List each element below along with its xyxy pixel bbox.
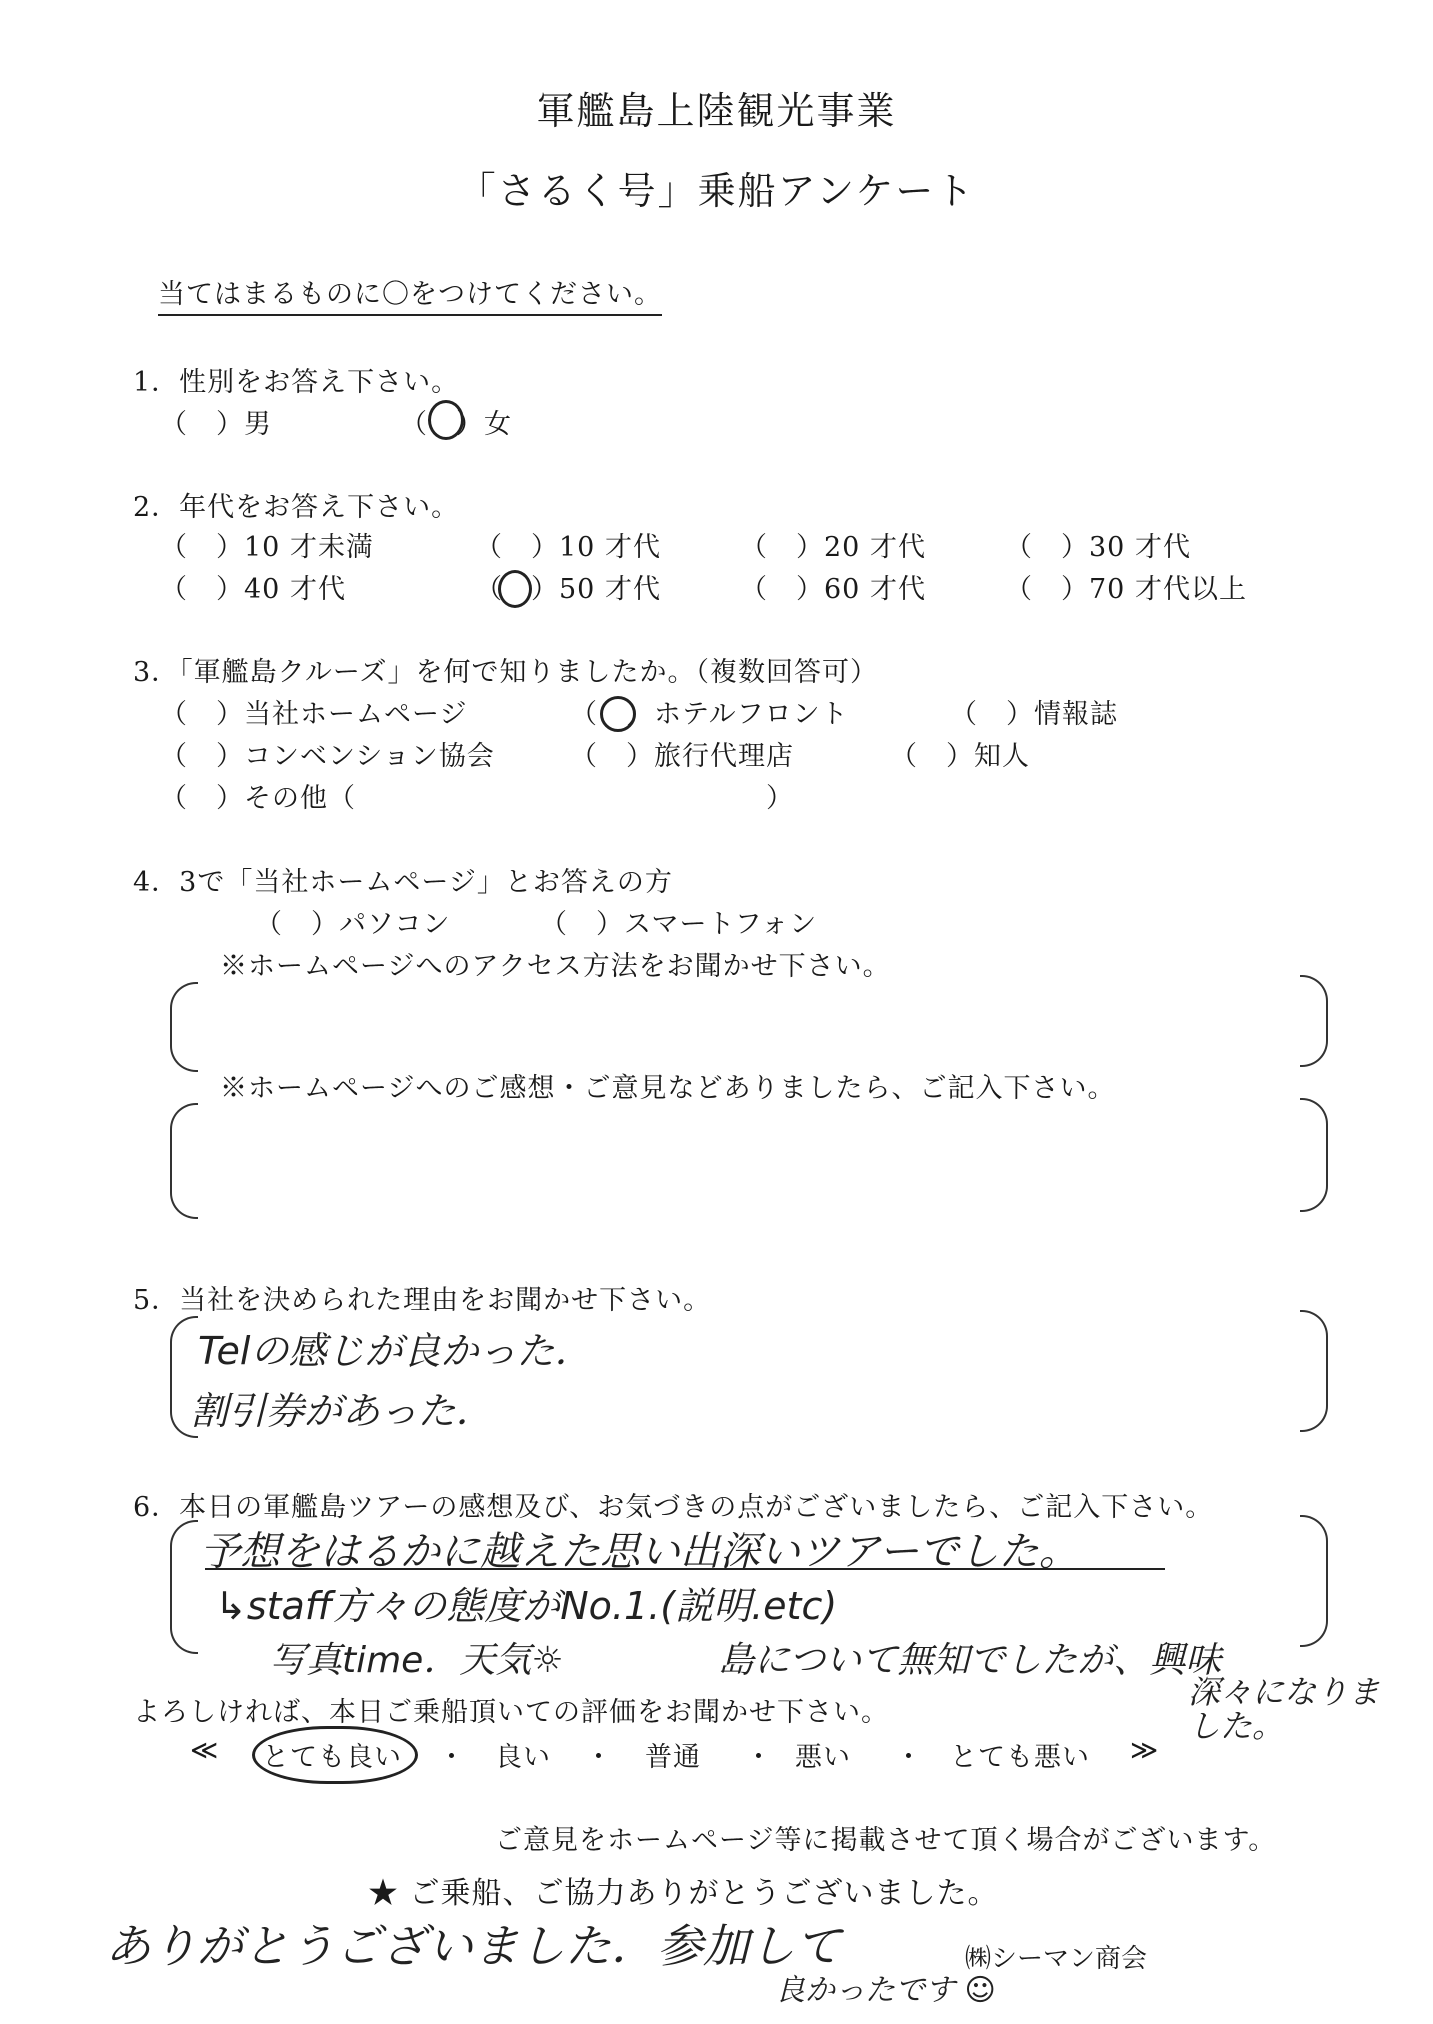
- page-title: 軍艦島上陸観光事業: [536, 89, 897, 133]
- q2-option[interactable]: （ ）10 才未満: [160, 532, 374, 563]
- bracket-right: [1300, 1515, 1328, 1647]
- q1-option-female[interactable]: （ ）女: [400, 409, 512, 440]
- rating-option-good[interactable]: 良い: [495, 1742, 551, 1773]
- rating-close: ≫: [1130, 1735, 1160, 1766]
- q2-selected-circle: [498, 570, 532, 608]
- q2-option[interactable]: （ ）50 才代: [475, 574, 661, 605]
- rating-option-very-bad[interactable]: とても悪い: [950, 1742, 1090, 1773]
- q3-option[interactable]: （ ）旅行代理店: [570, 741, 794, 772]
- q3-selected-circle: [600, 696, 636, 732]
- bracket-left: [170, 1103, 198, 1219]
- footer-thanks: ★ ご乗船、ご協力ありがとうございました。: [368, 1876, 999, 1911]
- rating-label: よろしければ、本日ご乗船頂いての評価をお聞かせ下さい。: [133, 1697, 889, 1728]
- rating-separator: ・: [585, 1742, 613, 1773]
- q3-option-other[interactable]: （ ）その他（: [160, 783, 356, 814]
- q1-option-male[interactable]: （ ）男: [160, 409, 272, 440]
- instruction-text: 当てはまるものに〇をつけてください。: [158, 272, 662, 316]
- q6-answer-line: 写真time．天気☼: [270, 1640, 564, 1681]
- rating-option-normal[interactable]: 普通: [645, 1742, 701, 1773]
- q5-answer-line: Telの感じが良かった．: [198, 1329, 593, 1373]
- handwritten-underline: [205, 1568, 1165, 1570]
- q3-label: 3．「軍艦島クルーズ」を何で知りましたか。（複数回答可）: [133, 657, 879, 688]
- footer-notice: ご意見をホームページ等に掲載させて頂く場合がございます。: [495, 1825, 1277, 1856]
- q4-label: 4．3で「当社ホームページ」とお答えの方: [133, 867, 673, 898]
- bracket-right: [1300, 975, 1328, 1067]
- q3-option[interactable]: （ ）知人: [890, 741, 1030, 772]
- q2-option[interactable]: （ ）60 才代: [740, 574, 926, 605]
- bracket-right: [1300, 1310, 1328, 1432]
- q6-answer-line: ↳staff方々の態度がNo.1.(説明.etc): [215, 1584, 838, 1628]
- q4-note-access: ※ホームページへのアクセス方法をお聞かせ下さい。: [220, 951, 891, 982]
- q2-option[interactable]: （ ）10 才代: [475, 532, 661, 563]
- rating-option-very-good[interactable]: とても良い: [262, 1742, 402, 1773]
- q3-option[interactable]: （ ）当社ホームページ: [160, 699, 468, 730]
- rating-option-bad[interactable]: 悪い: [795, 1742, 851, 1773]
- q3-option[interactable]: （ ）コンベンション協会: [160, 741, 495, 772]
- q2-option[interactable]: （ ）30 才代: [1005, 532, 1191, 563]
- q3-option[interactable]: （ ）ホテルフロント: [570, 699, 849, 730]
- q1-label: 1．性別をお答え下さい。: [133, 367, 460, 398]
- q1-selected-circle: [428, 400, 464, 440]
- rating-selected-circle: [252, 1726, 418, 1784]
- rating-separator: ・: [745, 1742, 773, 1773]
- q3-option[interactable]: （ ）情報誌: [950, 699, 1118, 730]
- handwritten-comment: 良かったです ☺: [775, 1973, 996, 2008]
- q6-answer-line: 予想をはるかに越えた思い出深いツアーでした。: [200, 1529, 1079, 1575]
- q4-note-feedback: ※ホームページへのご感想・ご意見などありましたら、ご記入下さい。: [220, 1073, 1116, 1104]
- q2-option[interactable]: （ ）40 才代: [160, 574, 346, 605]
- q2-option[interactable]: （ ）70 才代以上: [1005, 574, 1247, 605]
- rating-open: ≪: [190, 1735, 220, 1766]
- rating-separator: ・: [895, 1742, 923, 1773]
- bracket-right: [1300, 1098, 1328, 1212]
- rating-separator: ・: [438, 1742, 466, 1773]
- q4-option[interactable]: （ ）スマートフォン: [540, 909, 818, 940]
- q4-option[interactable]: （ ）パソコン: [255, 909, 451, 940]
- bracket-left: [170, 982, 198, 1072]
- page-subtitle: 「さるく号」乗船アンケート: [457, 169, 976, 213]
- company-name: ㈱シーマン商会: [965, 1944, 1148, 1974]
- handwritten-comment: ありがとうございました．参加して: [105, 1919, 841, 1973]
- q2-label: 2．年代をお答え下さい。: [133, 492, 460, 523]
- q6-label: 6．本日の軍艦島ツアーの感想及び、お気づきの点がございましたら、ご記入下さい。: [133, 1492, 1214, 1523]
- bracket-left: [170, 1520, 198, 1654]
- q5-answer-line: 割引券があった．: [190, 1389, 494, 1433]
- q5-label: 5．当社を決められた理由をお聞かせ下さい。: [133, 1285, 712, 1316]
- q6-answer-line: 深々になりました。: [1188, 1673, 1381, 1745]
- q6-answer-line: 島について無知でしたが、興味: [718, 1640, 1222, 1681]
- q2-option[interactable]: （ ）20 才代: [740, 532, 926, 563]
- q3-other-close: ）: [766, 783, 794, 814]
